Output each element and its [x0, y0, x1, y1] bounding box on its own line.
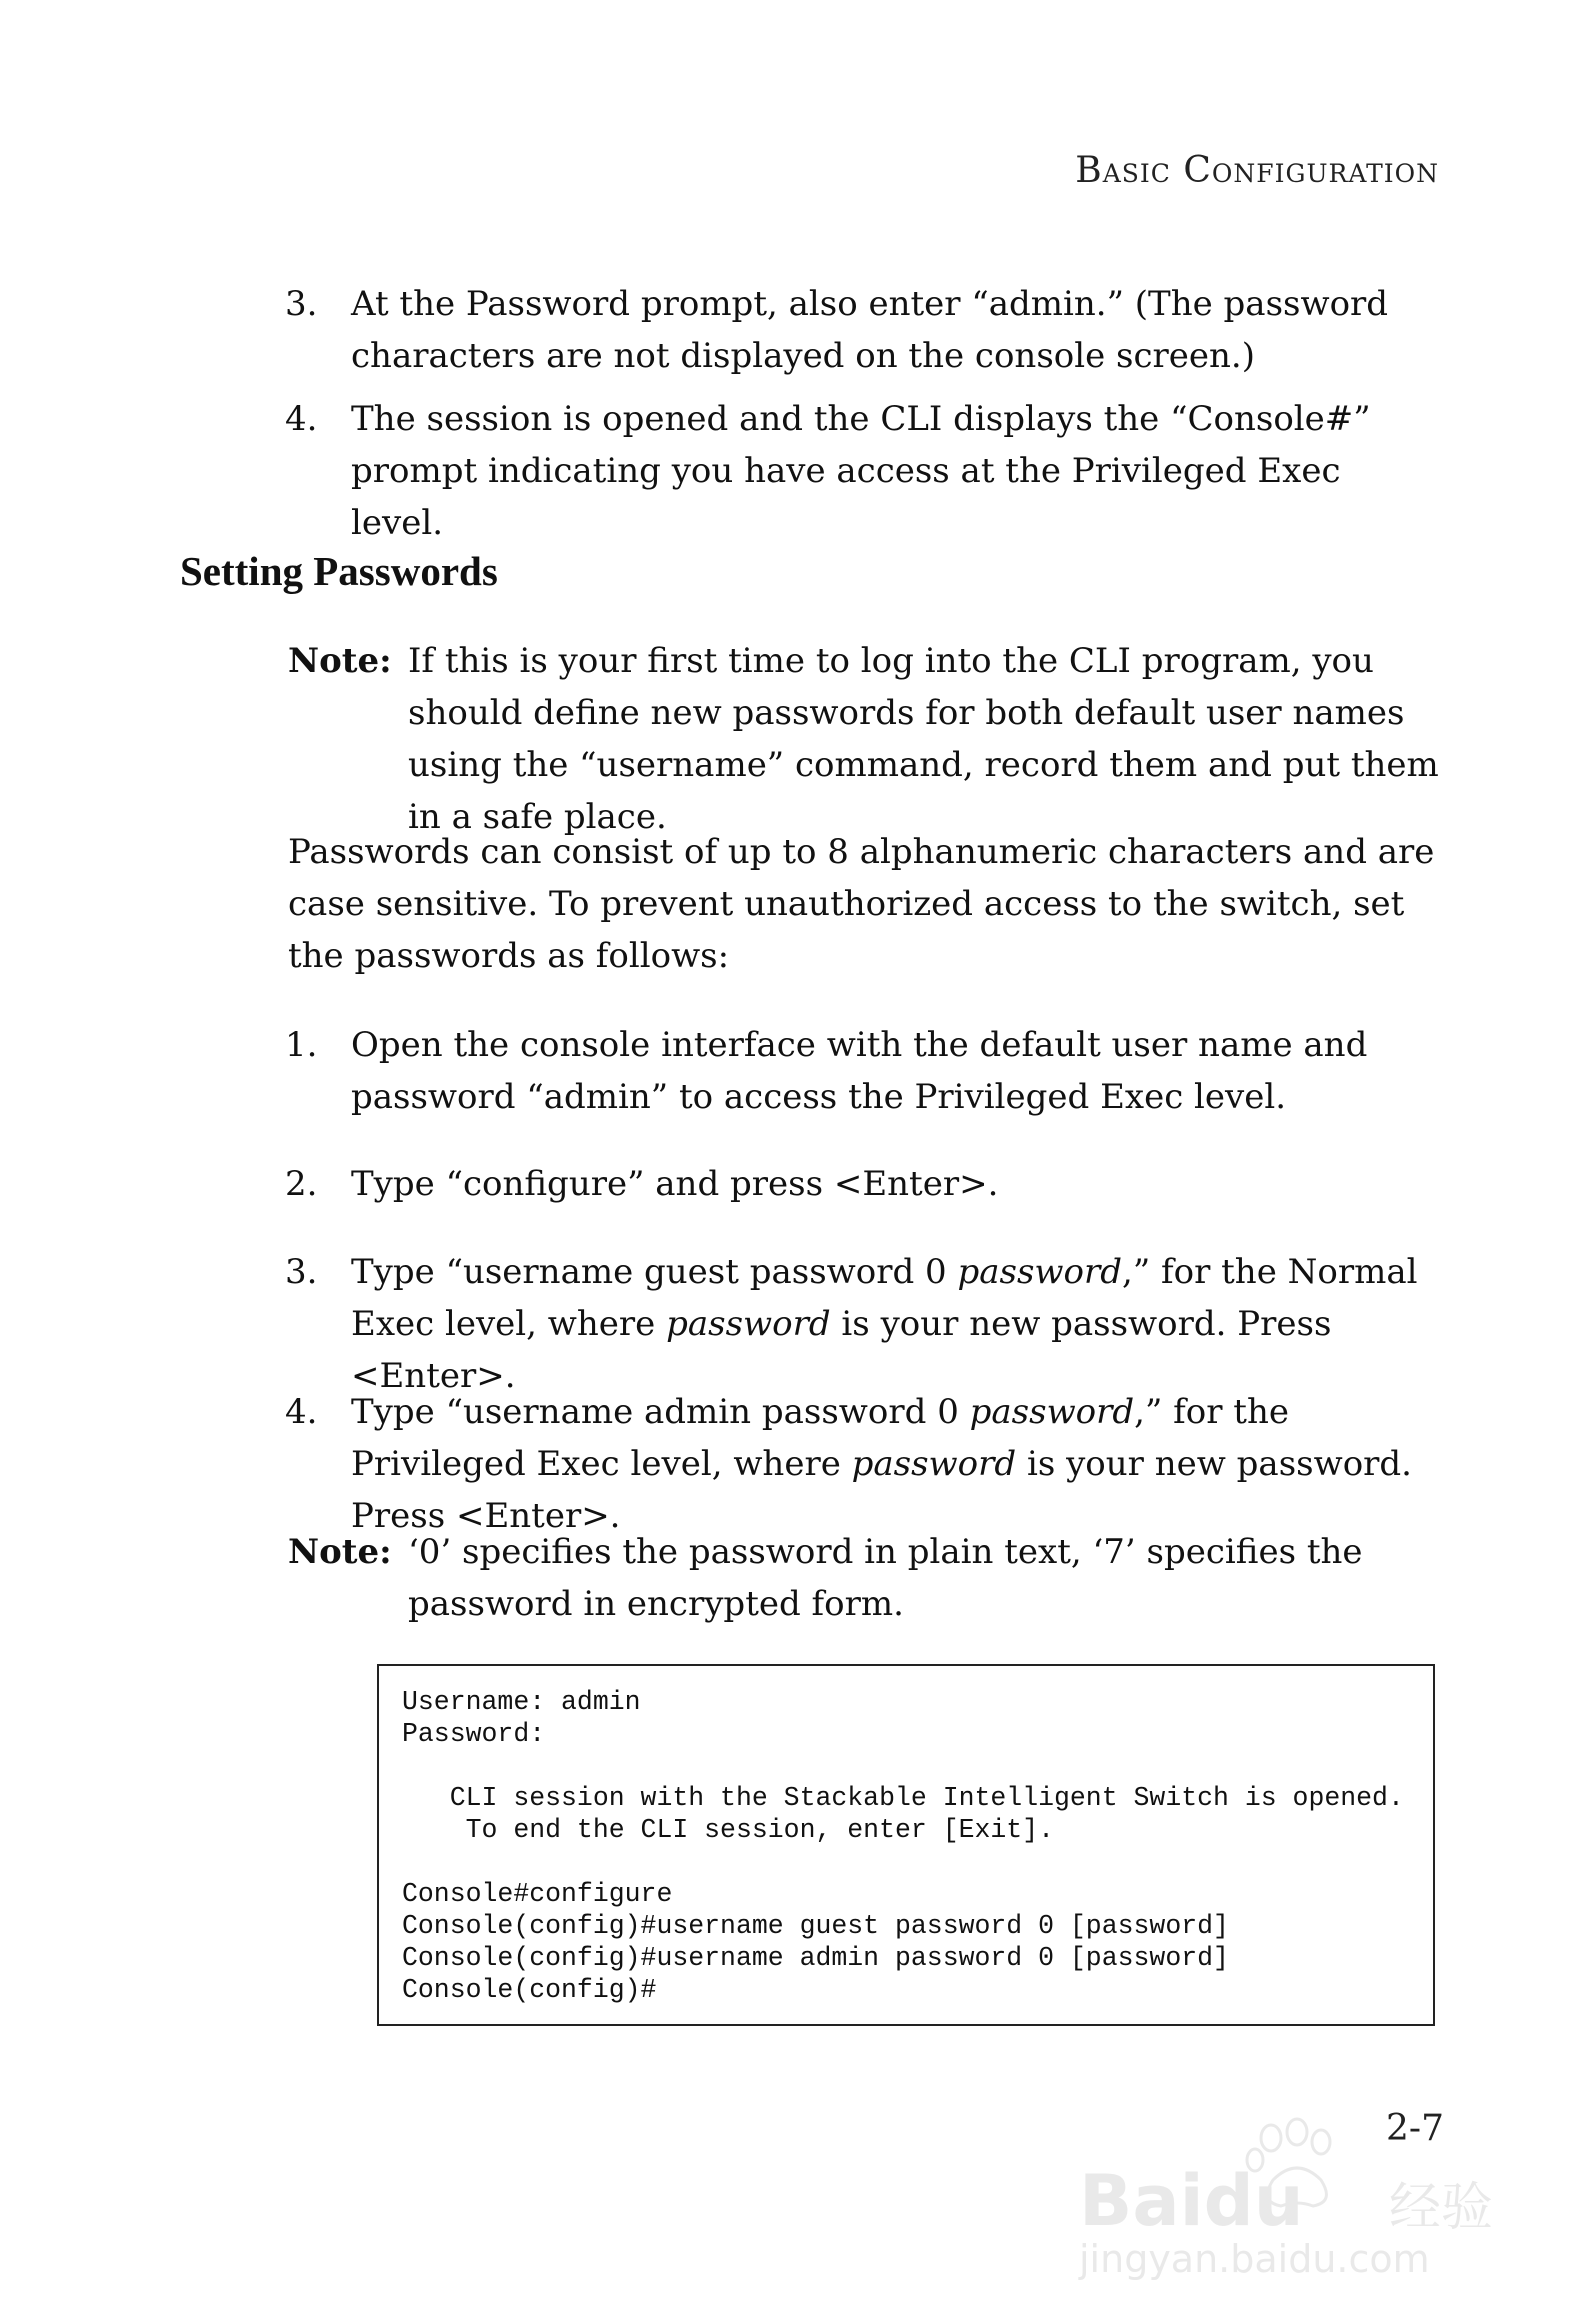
baidu-watermark-logo — [1059, 2110, 1499, 2280]
list-number: 1. — [285, 1025, 318, 1065]
list-number: 4. — [285, 1392, 318, 1432]
list-number: 2. — [285, 1164, 318, 1204]
watermark-sub: 经验 — [1389, 2178, 1494, 2238]
console-example-box — [377, 1664, 1435, 2026]
note-text: ‘0’ specifies the password in plain text, ‘7’ specifies the password in encrypted form. — [408, 1532, 1363, 1624]
note-label: Note: — [288, 641, 392, 681]
list-number: 3. — [285, 284, 318, 324]
note-text: If this is your first time to log into the CLI program, you should define new passwords for both default user names using the “username” command, record them and put them in a safe place. — [408, 641, 1439, 837]
watermark-url: jingyan.baidu.com — [1079, 2237, 1430, 2280]
list-text: Type “username admin password 0 password,” for the Privileged Exec level, where password is your new password. Press <Enter>. — [351, 1392, 1412, 1536]
running-header: Basic Configuration — [1075, 150, 1439, 191]
list-number: 4. — [285, 399, 318, 439]
list-text: Type “username guest password 0 password,” for the Normal Exec level, where password is your new password. Press <Enter>. — [351, 1252, 1418, 1396]
intro-paragraph: Passwords can consist of up to 8 alphanumeric characters and are case sensitive. To prevent unauthorized access to the switch, set the passwords as follows: — [288, 832, 1435, 976]
page-number: 2-7 — [1386, 2108, 1444, 2149]
list-number: 3. — [285, 1252, 318, 1292]
note-label: Note: — [288, 1532, 392, 1572]
section-heading: Setting Passwords — [180, 548, 498, 594]
list-text: Type “configure” and press <Enter>. — [351, 1164, 999, 1204]
list-text: At the Password prompt, also enter “admin.” (The password characters are not displayed on the console screen.) — [351, 284, 1389, 376]
list-text: The session is opened and the CLI displays the “Console#” prompt indicating you have access at the Privileged Exec level. — [351, 399, 1371, 543]
console-output: Username: admin Password: CLI session with the Stackable Intelligent Switch is opened. To end the CLI session, enter [Exit]. Console#configure Console(config)#username guest password 0 [password] Console(config)#username admin password 0 [password] Console(config)# — [402, 1687, 1404, 2005]
list-text: Open the console interface with the default user name and password “admin” to access the Privileged Exec level. — [351, 1025, 1368, 1117]
watermark-brand: Baidu — [1079, 2160, 1304, 2242]
